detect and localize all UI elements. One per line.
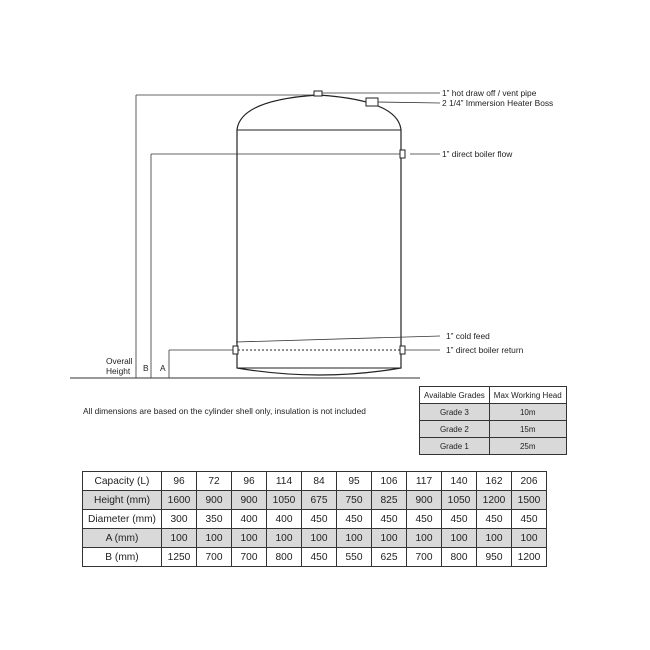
dimensions-cell: 950	[477, 548, 512, 567]
grades-cell: 15m	[489, 421, 566, 438]
dimensions-cell: 106	[372, 472, 407, 491]
grades-cell: Grade 2	[420, 421, 490, 438]
immersion-boss-label: 2 1/4” Immersion Heater Boss	[442, 98, 554, 108]
dimensions-cell: 450	[512, 510, 547, 529]
dimensions-cell: 100	[302, 529, 337, 548]
grades-row	[420, 421, 567, 438]
dimensions-cell: 117	[407, 472, 442, 491]
dimensions-cell: 700	[407, 548, 442, 567]
dimensions-cell: 400	[267, 510, 302, 529]
dimensions-cell: 750	[337, 491, 372, 510]
dimensions-row	[83, 529, 547, 548]
dimensions-cell: 450	[407, 510, 442, 529]
cylinder-body	[237, 95, 401, 375]
dim-a-label: A	[160, 363, 166, 373]
dimensions-cell: 100	[372, 529, 407, 548]
dimensions-cell: 114	[267, 472, 302, 491]
dimensions-cell: 140	[442, 472, 477, 491]
dimensions-cell: 100	[407, 529, 442, 548]
dimensions-cell: 84	[302, 472, 337, 491]
dimensions-row	[83, 472, 547, 491]
dimensions-cell: 450	[372, 510, 407, 529]
dimensions-cell: 450	[302, 510, 337, 529]
hot-draw-off-label: 1” hot draw off / vent pipe	[442, 88, 537, 98]
dimensions-cell: 72	[197, 472, 232, 491]
dimensions-cell: 1050	[442, 491, 477, 510]
dimensions-cell: 700	[197, 548, 232, 567]
dimensions-cell: 100	[442, 529, 477, 548]
dimensions-row	[83, 510, 547, 529]
grades-cell: Grade 3	[420, 404, 490, 421]
dimensions-cell: 96	[232, 472, 267, 491]
boiler-flow-label: 1” direct boiler flow	[442, 149, 513, 159]
dimensions-row-label: Capacity (L)	[83, 472, 162, 491]
grades-header-cell: Available Grades	[420, 387, 490, 404]
dimensions-cell: 1600	[162, 491, 197, 510]
cold-feed-label: 1” cold feed	[446, 331, 490, 341]
grades-row	[420, 438, 567, 455]
dimensions-cell: 300	[162, 510, 197, 529]
dimensions-cell: 450	[302, 548, 337, 567]
dimensions-cell: 675	[302, 491, 337, 510]
dimensions-cell: 900	[197, 491, 232, 510]
dimensions-row-label: Diameter (mm)	[83, 510, 162, 529]
dimensions-cell: 1050	[267, 491, 302, 510]
grades-cell: 25m	[489, 438, 566, 455]
dimensions-cell: 95	[337, 472, 372, 491]
dimensions-cell: 100	[512, 529, 547, 548]
dimensions-cell: 1200	[477, 491, 512, 510]
dimensions-cell: 100	[337, 529, 372, 548]
dimensions-cell: 100	[162, 529, 197, 548]
overall-height-label-1: Overall	[106, 356, 133, 366]
dimensions-cell: 1250	[162, 548, 197, 567]
dimensions-cell: 625	[372, 548, 407, 567]
grades-table	[419, 386, 567, 455]
dimensions-cell: 1200	[512, 548, 547, 567]
dimensions-cell: 100	[232, 529, 267, 548]
dimensions-cell: 162	[477, 472, 512, 491]
dimensions-cell: 700	[232, 548, 267, 567]
dimensions-cell: 400	[232, 510, 267, 529]
dimensions-table	[82, 471, 547, 567]
dimensions-cell: 550	[337, 548, 372, 567]
cold-feed-fitting-left	[233, 346, 238, 354]
dimensions-row	[83, 491, 547, 510]
grades-row	[420, 404, 567, 421]
immersion-boss-leader	[378, 102, 440, 103]
grades-cell: 10m	[489, 404, 566, 421]
dimensions-cell: 900	[232, 491, 267, 510]
dimensions-row	[83, 548, 547, 567]
boiler-return-fitting-right	[400, 346, 405, 354]
dimensions-cell: 100	[477, 529, 512, 548]
dimensions-cell: 350	[197, 510, 232, 529]
dimensions-cell: 800	[267, 548, 302, 567]
dimensions-cell: 206	[512, 472, 547, 491]
dimensions-cell: 100	[197, 529, 232, 548]
dim-b-label: B	[143, 363, 149, 373]
dimensions-cell: 450	[442, 510, 477, 529]
dimensions-row-label: Height (mm)	[83, 491, 162, 510]
immersion-boss-fitting	[366, 98, 378, 106]
dimensions-cell: 1500	[512, 491, 547, 510]
dimensions-cell: 96	[162, 472, 197, 491]
dimensions-cell: 825	[372, 491, 407, 510]
dimensions-cell: 450	[477, 510, 512, 529]
hot-draw-off-fitting	[314, 91, 322, 96]
grades-cell: Grade 1	[420, 438, 490, 455]
overall-height-label-2: Height	[106, 366, 131, 376]
dimensions-cell: 100	[267, 529, 302, 548]
dimensions-cell: 800	[442, 548, 477, 567]
dimensions-note: All dimensions are based on the cylinder shell only, insulation is not included	[83, 406, 366, 416]
dimensions-cell: 450	[337, 510, 372, 529]
grades-header-row	[420, 387, 567, 404]
dimensions-row-label: A (mm)	[83, 529, 162, 548]
dimensions-row-label: B (mm)	[83, 548, 162, 567]
grades-header-cell: Max Working Head	[489, 387, 566, 404]
dimensions-cell: 900	[407, 491, 442, 510]
boiler-return-label: 1” direct boiler return	[446, 345, 524, 355]
boiler-flow-fitting	[400, 150, 405, 158]
